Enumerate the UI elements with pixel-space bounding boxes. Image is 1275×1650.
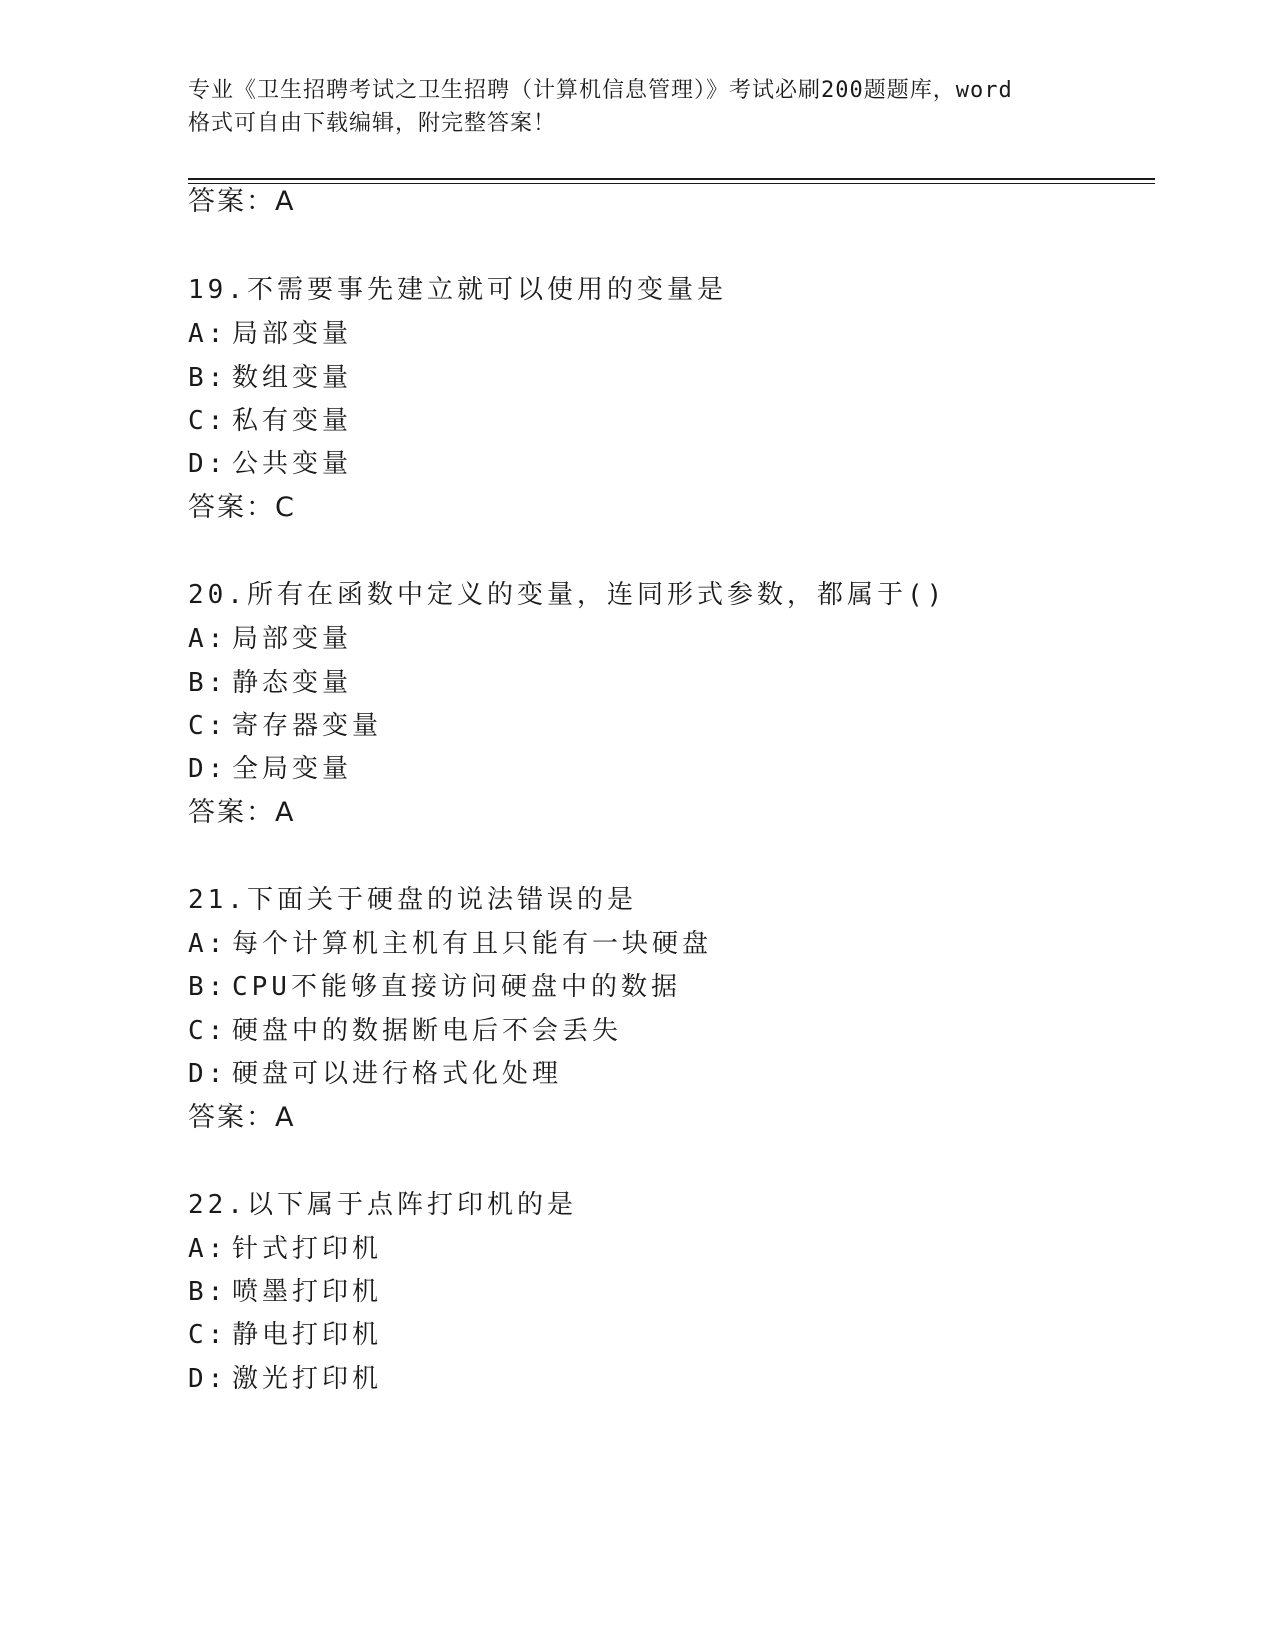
question-20-title: 20.所有在函数中定义的变量，连同形式参数，都属于() — [188, 580, 947, 610]
header-line-1: 专业《卫生招聘考试之卫生招聘（计算机信息管理）》考试必刷200题题库，word — [188, 78, 1013, 103]
question-20-option-d: D: 全局变量 — [188, 754, 353, 784]
question-21-option-d: D: 硬盘可以进行格式化处理 — [188, 1059, 563, 1089]
question-20-option-b: B: 静态变量 — [188, 668, 353, 698]
question-19-option-d: D: 公共变量 — [188, 449, 353, 479]
question-22-option-d: D: 激光打印机 — [188, 1364, 383, 1394]
question-20-answer: 答案：A — [188, 797, 296, 828]
question-21-option-c: C: 硬盘中的数据断电后不会丢失 — [188, 1016, 623, 1046]
question-21-title: 21.下面关于硬盘的说法错误的是 — [188, 885, 637, 915]
question-22-option-b: B: 喷墨打印机 — [188, 1277, 383, 1307]
question-21-option-a: A: 每个计算机主机有且只能有一块硬盘 — [188, 929, 713, 959]
question-21-answer: 答案：A — [188, 1102, 296, 1133]
question-20-option-a: A: 局部变量 — [188, 624, 353, 654]
answer-prev: 答案：A — [188, 186, 296, 217]
question-19-answer: 答案：C — [188, 492, 296, 523]
question-22-title: 22.以下属于点阵打印机的是 — [188, 1190, 577, 1220]
header-divider-thick — [188, 178, 1155, 180]
header-divider-thin — [188, 183, 1155, 184]
question-19-option-a: A: 局部变量 — [188, 319, 353, 349]
question-19-title: 19.不需要事先建立就可以使用的变量是 — [188, 275, 727, 305]
header-line-2: 格式可自由下载编辑，附完整答案！ — [188, 111, 557, 136]
question-22-option-c: C: 静电打印机 — [188, 1320, 383, 1350]
question-19-option-c: C: 私有变量 — [188, 406, 353, 436]
question-19-option-b: B: 数组变量 — [188, 363, 353, 393]
document-header — [188, 74, 1088, 140]
question-20-option-c: C: 寄存器变量 — [188, 711, 383, 741]
question-22-option-a: A: 针式打印机 — [188, 1234, 383, 1264]
question-21-option-b: B: CPU不能够直接访问硬盘中的数据 — [188, 972, 681, 1002]
